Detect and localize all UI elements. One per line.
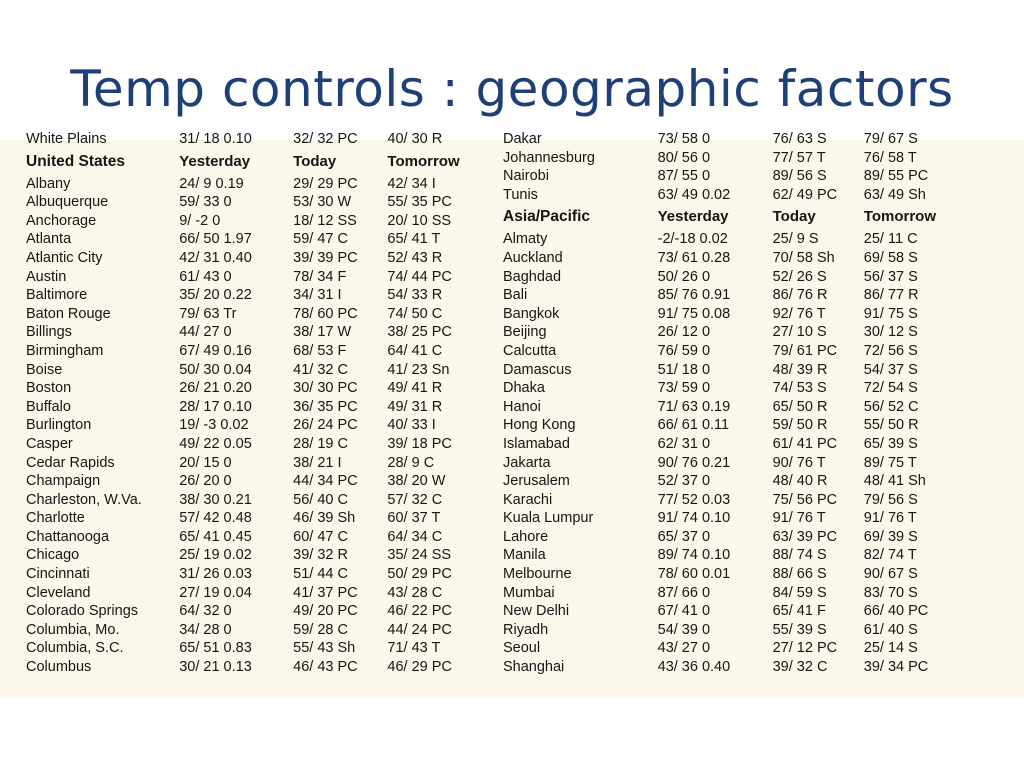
table-row [26,584,466,603]
table-row [26,472,466,491]
yesterday-value: 44/ 27 0 [179,324,232,341]
yesterday-value: 80/ 56 0 [657,149,711,166]
yesterday-header: Yesterday [179,152,251,170]
yesterday-value: 31/ 18 0.10 [179,131,252,147]
today-value: 62/ 49 PC [772,186,838,203]
tomorrow-value: 83/ 70 S [863,584,918,601]
region-heading: United States [26,152,126,170]
today-value: 92/ 76 T [772,305,826,322]
table-row [26,435,466,454]
tomorrow-value: 43/ 28 C [387,584,443,601]
table-row [503,658,953,677]
tomorrow-value: 74/ 50 C [387,305,443,322]
tomorrow-value: 79/ 56 S [863,491,918,508]
city-name: Chicago [26,547,80,564]
tomorrow-value: 63/ 49 Sh [863,186,926,203]
yesterday-value: 64/ 32 0 [179,603,232,620]
table-row [26,130,466,149]
today-header: Today [772,208,816,226]
table-row [26,323,466,342]
city-name: Baton Rouge [26,305,111,322]
table-row [503,398,953,417]
table-row [503,435,953,454]
table-row [26,528,466,547]
table-row [26,658,466,677]
city-name: Kuala Lumpur [503,510,594,527]
yesterday-value: 38/ 30 0.21 [179,491,252,508]
city-name: Boise [26,361,63,378]
tomorrow-value: 38/ 25 PC [387,324,452,341]
tomorrow-value: 91/ 75 S [863,305,918,322]
tomorrow-value: 64/ 41 C [387,342,443,359]
today-value: 39/ 39 PC [293,249,358,266]
table-header [26,149,466,175]
today-value: 65/ 41 F [772,603,826,620]
city-name: Cincinnati [26,566,90,583]
today-value: 76/ 63 S [772,131,827,147]
yesterday-value: 65/ 41 0.45 [179,528,252,545]
yesterday-value: 89/ 74 0.10 [657,547,731,564]
yesterday-value: 49/ 22 0.05 [179,435,252,452]
city-name: Colorado Springs [26,603,139,620]
today-value: 48/ 39 R [772,361,828,378]
africa-asia-weather-table [503,131,953,677]
tomorrow-value: 46/ 22 PC [387,603,452,620]
city-name: Burlington [26,417,92,434]
yesterday-value: 31/ 26 0.03 [179,566,252,583]
city-name: White Plains [26,131,107,147]
yesterday-value: 35/ 20 0.22 [179,287,252,304]
table-row [503,509,953,528]
today-value: 70/ 58 Sh [772,249,835,266]
today-value: 30/ 30 PC [293,380,358,397]
city-name: Almaty [503,231,548,248]
today-value: 79/ 61 PC [772,342,838,359]
city-name: Jerusalem [503,473,570,490]
table-body [503,130,953,204]
today-value: 52/ 26 S [772,268,827,285]
tomorrow-header: Tomorrow [863,208,937,226]
table-row [26,286,466,305]
tomorrow-value: 52/ 43 R [387,249,443,266]
tomorrow-value: 71/ 43 T [387,640,441,657]
city-name: Casper [26,435,73,452]
slide-title: Temp controls : geographic factors [70,60,954,118]
table-row [503,584,953,603]
table-row [503,323,953,342]
today-value: 61/ 41 PC [772,435,838,452]
tomorrow-value: 25/ 14 S [863,640,918,657]
tomorrow-value: 65/ 39 S [863,435,918,452]
today-value: 46/ 39 Sh [293,510,356,527]
city-name: Boston [26,380,72,397]
city-name: Bali [503,287,528,304]
tomorrow-value: 90/ 67 S [863,566,918,583]
yesterday-value: 87/ 55 0 [657,168,711,185]
table-row [503,268,953,287]
today-value: 18/ 12 SS [293,212,357,229]
yesterday-value: 26/ 12 0 [657,324,711,341]
yesterday-value: 43/ 36 0.40 [657,659,731,676]
yesterday-value: 28/ 17 0.10 [179,398,252,415]
table-row [26,509,466,528]
table-row [503,149,953,168]
table-row [503,546,953,565]
tomorrow-value: 69/ 58 S [863,249,918,266]
today-value: 27/ 10 S [772,324,827,341]
city-name: Columbia, Mo. [26,621,120,638]
yesterday-value: 24/ 9 0.19 [179,175,244,192]
tomorrow-value: 82/ 74 T [863,547,917,564]
yesterday-value: 73/ 61 0.28 [657,249,731,266]
tomorrow-value: 44/ 24 PC [387,621,452,638]
yesterday-value: 59/ 33 0 [179,194,232,211]
city-name: Atlantic City [26,249,103,266]
today-value: 77/ 57 T [772,149,826,166]
city-name: Karachi [503,491,553,508]
city-name: Hanoi [503,398,541,415]
yesterday-value: 43/ 27 0 [657,640,711,657]
table-body [503,230,953,676]
table-row [503,602,953,621]
tomorrow-value: 89/ 75 T [863,454,917,471]
yesterday-value: 66/ 61 0.11 [657,417,730,434]
city-name: Cleveland [26,584,91,601]
city-name: Champaign [26,473,101,490]
tomorrow-value: 66/ 40 PC [863,603,929,620]
yesterday-value: 67/ 49 0.16 [179,342,252,359]
city-name: Atlanta [26,231,72,248]
table-row [26,268,466,287]
today-value: 68/ 53 F [293,342,347,359]
today-value: 60/ 47 C [293,528,348,545]
today-value: 36/ 35 PC [293,398,358,415]
table-row [26,546,466,565]
today-value: 65/ 50 R [772,398,828,415]
table-row [503,454,953,473]
table-header [503,204,953,230]
yesterday-value: 20/ 15 0 [179,454,232,471]
yesterday-value: 50/ 30 0.04 [179,361,252,378]
city-name: Chattanooga [26,528,110,545]
tomorrow-value: 64/ 34 C [387,528,443,545]
today-value: 63/ 39 PC [772,528,838,545]
table-row [503,621,953,640]
table-row [26,639,466,658]
today-value: 34/ 31 I [293,287,342,304]
today-value: 55/ 43 Sh [293,640,356,657]
yesterday-value: 77/ 52 0.03 [657,491,731,508]
city-name: Beijing [503,324,547,341]
today-header: Today [293,152,337,170]
table-row [503,249,953,268]
yesterday-value: 79/ 63 Tr [179,305,237,322]
city-name: Islamabad [503,435,570,452]
yesterday-value: 78/ 60 0.01 [657,566,731,583]
yesterday-value: 26/ 21 0.20 [179,380,252,397]
tomorrow-value: 55/ 50 R [863,417,919,434]
tomorrow-value: 20/ 10 SS [387,212,452,229]
city-name: Albuquerque [26,194,109,211]
table-row [503,342,953,361]
today-value: 88/ 66 S [772,566,827,583]
yesterday-value: 73/ 59 0 [657,380,711,397]
city-name: Tunis [503,186,538,203]
yesterday-value: 67/ 41 0 [657,603,711,620]
today-value: 75/ 56 PC [772,491,838,508]
yesterday-value: 25/ 19 0.02 [179,547,252,564]
table-row [503,186,953,205]
tomorrow-value: 39/ 34 PC [863,659,929,676]
region-heading: Asia/Pacific [503,208,591,226]
today-value: 91/ 76 T [772,510,826,527]
today-value: 84/ 59 S [772,584,827,601]
city-name: Manila [503,547,546,564]
table-row [26,212,466,231]
yesterday-value: 61/ 43 0 [179,268,232,285]
city-name: Damascus [503,361,572,378]
table-row [26,565,466,584]
yesterday-value: 91/ 75 0.08 [657,305,731,322]
tomorrow-value: 60/ 37 T [387,510,441,527]
newspaper-weather-clipping [0,131,1024,698]
city-name: Anchorage [26,212,97,229]
today-value: 46/ 43 PC [293,659,358,676]
today-value: 44/ 34 PC [293,473,358,490]
yesterday-value: 62/ 31 0 [657,435,711,452]
table-row [503,379,953,398]
city-name: Calcutta [503,342,557,359]
tomorrow-value: 61/ 40 S [863,621,918,638]
today-value: 59/ 47 C [293,231,348,248]
table-row [503,528,953,547]
today-value: 26/ 24 PC [293,417,358,434]
city-name: Buffalo [26,398,71,415]
city-name: Columbia, S.C. [26,640,124,657]
tomorrow-value: 91/ 76 T [863,510,917,527]
tomorrow-value: 41/ 23 Sn [387,361,450,378]
city-name: Billings [26,324,72,341]
tomorrow-value: 54/ 37 S [863,361,918,378]
yesterday-value: -2/-18 0.02 [657,231,728,248]
yesterday-value: 63/ 49 0.02 [657,186,731,203]
tomorrow-value: 65/ 41 T [387,231,441,248]
tomorrow-value: 55/ 35 PC [387,194,452,211]
today-value: 51/ 44 C [293,566,348,583]
tomorrow-value: 74/ 44 PC [387,268,452,285]
yesterday-value: 76/ 59 0 [657,342,711,359]
today-value: 27/ 12 PC [772,640,838,657]
yesterday-value: 57/ 42 0.48 [179,510,252,527]
yesterday-value: 91/ 74 0.10 [657,510,731,527]
today-value: 49/ 20 PC [293,603,358,620]
city-name: Auckland [503,249,563,266]
city-name: Baltimore [26,287,88,304]
table-row [26,193,466,212]
tomorrow-value: 40/ 33 I [387,417,436,434]
today-value: 78/ 34 F [293,268,347,285]
tomorrow-value: 49/ 31 R [387,398,443,415]
table-row [503,361,953,380]
today-value: 53/ 30 W [293,194,352,211]
today-value: 74/ 53 S [772,380,827,397]
yesterday-value: 85/ 76 0.91 [657,287,731,304]
table-row [26,230,466,249]
tomorrow-value: 86/ 77 R [863,287,919,304]
city-name: Nairobi [503,168,549,185]
tomorrow-value: 54/ 33 R [387,287,443,304]
yesterday-value: 26/ 20 0 [179,473,232,490]
table-body [26,175,466,677]
yesterday-value: 65/ 51 0.83 [179,640,252,657]
tomorrow-value: 28/ 9 C [387,454,435,471]
city-name: Albany [26,175,71,192]
tomorrow-value: 56/ 52 C [863,398,919,415]
table-row [26,454,466,473]
today-value: 41/ 32 C [293,361,348,378]
table-row [503,472,953,491]
table-row [26,342,466,361]
yesterday-value: 87/ 66 0 [657,584,711,601]
yesterday-value: 65/ 37 0 [657,528,711,545]
city-name: Baghdad [503,268,562,285]
yesterday-value: 52/ 37 0 [657,473,711,490]
yesterday-value: 66/ 50 1.97 [179,231,252,248]
tomorrow-value: 72/ 54 S [863,380,918,397]
table-row [26,398,466,417]
today-value: 38/ 21 I [293,454,342,471]
today-value: 28/ 19 C [293,435,348,452]
table-row [26,361,466,380]
tomorrow-value: 42/ 34 I [387,175,436,192]
tomorrow-value: 40/ 30 R [387,131,443,147]
city-name: Hong Kong [503,417,576,434]
tomorrow-value: 76/ 58 T [863,149,917,166]
today-value: 59/ 50 R [772,417,828,434]
tomorrow-value: 38/ 20 W [387,473,446,490]
today-value: 41/ 37 PC [293,584,358,601]
yesterday-value: 34/ 28 0 [179,621,232,638]
city-name: Seoul [503,640,541,657]
yesterday-value: 90/ 76 0.21 [657,454,731,471]
city-name: Lahore [503,528,549,545]
city-name: Dhaka [503,380,545,397]
table-row [26,175,466,194]
table-row [503,286,953,305]
tomorrow-value: 72/ 56 S [863,342,918,359]
yesterday-value: 50/ 26 0 [657,268,711,285]
city-name: Johannesburg [503,149,595,166]
tomorrow-value: 25/ 11 C [863,231,918,248]
yesterday-value: 9/ -2 0 [179,212,221,229]
table-row [503,639,953,658]
table-row [503,416,953,435]
city-name: Columbus [26,659,92,676]
table-row [503,167,953,186]
tomorrow-value: 39/ 18 PC [387,435,452,452]
tomorrow-value: 50/ 29 PC [387,566,452,583]
today-value: 32/ 32 PC [293,131,358,147]
city-name: Mumbai [503,584,555,601]
today-value: 25/ 9 S [772,231,819,248]
table-row [503,230,953,249]
table-row [26,602,466,621]
today-value: 39/ 32 C [772,659,828,676]
yesterday-header: Yesterday [657,208,729,226]
city-name: Melbourne [503,566,572,583]
today-value: 88/ 74 S [772,547,827,564]
table-row [503,305,953,324]
tomorrow-value: 30/ 12 S [863,324,918,341]
today-value: 55/ 39 S [772,621,827,638]
today-value: 59/ 28 C [293,621,348,638]
today-value: 29/ 29 PC [293,175,358,192]
today-value: 48/ 40 R [772,473,828,490]
city-name: Birmingham [26,342,104,359]
table-row [503,130,953,149]
today-value: 39/ 32 R [293,547,348,564]
tomorrow-value: 89/ 55 PC [863,168,929,185]
today-value: 56/ 40 C [293,491,348,508]
yesterday-value: 73/ 58 0 [657,131,711,147]
today-value: 89/ 56 S [772,168,827,185]
tomorrow-value: 57/ 32 C [387,491,443,508]
city-name: Charleston, W.Va. [26,491,142,508]
yesterday-value: 51/ 18 0 [657,361,711,378]
today-value: 86/ 76 R [772,287,828,304]
city-name: Cedar Rapids [26,454,115,471]
table-row [26,621,466,640]
tomorrow-value: 56/ 37 S [863,268,918,285]
tomorrow-value: 46/ 29 PC [387,659,452,676]
tomorrow-value: 48/ 41 Sh [863,473,926,490]
city-name: Austin [26,268,67,285]
yesterday-value: 54/ 39 0 [657,621,711,638]
city-name: Charlotte [26,510,85,527]
today-value: 90/ 76 T [772,454,826,471]
today-value: 38/ 17 W [293,324,352,341]
tomorrow-value: 35/ 24 SS [387,547,452,564]
table-row [26,379,466,398]
table-row [503,491,953,510]
city-name: Shanghai [503,659,565,676]
yesterday-value: 42/ 31 0.40 [179,249,252,266]
table-row [503,565,953,584]
city-name: Dakar [503,131,542,147]
table-row [26,416,466,435]
yesterday-value: 27/ 19 0.04 [179,584,252,601]
united-states-weather-table [26,131,466,677]
tomorrow-value: 69/ 39 S [863,528,918,545]
yesterday-value: 19/ -3 0.02 [179,417,249,434]
table-row [26,249,466,268]
yesterday-value: 30/ 21 0.13 [179,659,252,676]
city-name: Riyadh [503,621,549,638]
city-name: Jakarta [503,454,551,471]
city-name: New Delhi [503,603,570,620]
yesterday-value: 71/ 63 0.19 [657,398,731,415]
tomorrow-header: Tomorrow [387,152,460,170]
table-row [26,491,466,510]
table-row [26,305,466,324]
tomorrow-value: 49/ 41 R [387,380,443,397]
today-value: 78/ 60 PC [293,305,358,322]
city-name: Bangkok [503,305,560,322]
tomorrow-value: 79/ 67 S [863,131,918,147]
